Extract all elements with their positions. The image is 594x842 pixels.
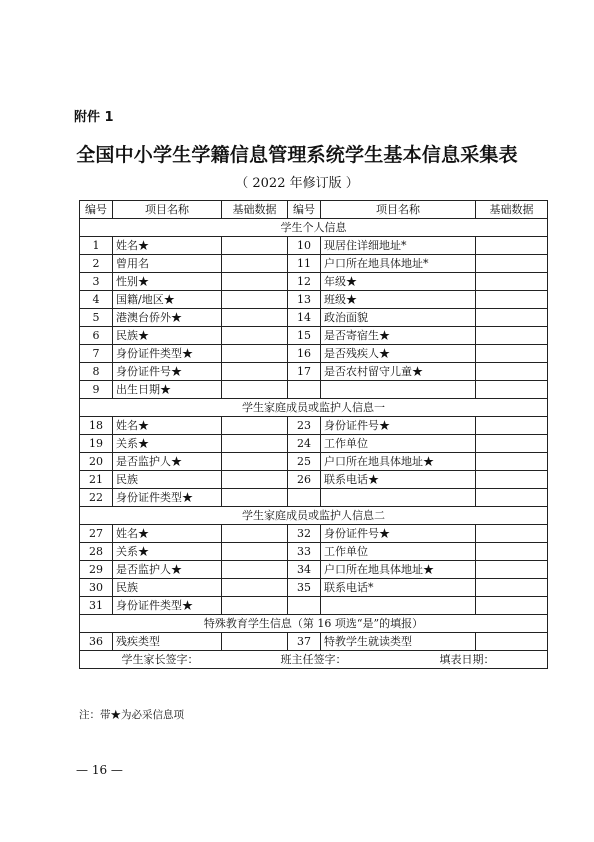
table-row	[80, 345, 548, 363]
teacher-signature-label: 班主任签字：	[280, 652, 347, 666]
table-header-row	[80, 201, 548, 219]
item-name: 身份证件类型★	[113, 489, 222, 507]
base-data-cell[interactable]	[222, 417, 288, 435]
item-number: 25	[288, 453, 321, 471]
item-name: 港澳台侨外★	[113, 309, 222, 327]
item-name: 身份证件号★	[321, 417, 476, 435]
signature-cell	[80, 651, 548, 669]
item-number: 33	[288, 543, 321, 561]
item-name: 是否农村留守儿童★	[321, 363, 476, 381]
fill-date-label: 填表日期：	[439, 652, 495, 666]
item-name: 联系电话★	[321, 471, 476, 489]
base-data-cell[interactable]	[476, 417, 548, 435]
item-number: 1	[80, 237, 113, 255]
item-number: 23	[288, 417, 321, 435]
table-row	[80, 633, 548, 651]
item-name: 性别★	[113, 273, 222, 291]
item-number: 19	[80, 435, 113, 453]
item-name: 工作单位	[321, 543, 476, 561]
item-number: 30	[80, 579, 113, 597]
item-number: 22	[80, 489, 113, 507]
item-name: 关系★	[113, 543, 222, 561]
page-number: — 16 —	[76, 763, 123, 777]
item-number: 13	[288, 291, 321, 309]
base-data-cell[interactable]	[476, 327, 548, 345]
base-data-cell[interactable]	[222, 345, 288, 363]
item-number: 17	[288, 363, 321, 381]
item-name: 身份证件类型★	[113, 597, 222, 615]
item-name: 工作单位	[321, 435, 476, 453]
base-data-cell[interactable]	[476, 237, 548, 255]
table-row	[80, 291, 548, 309]
item-name: 姓名★	[113, 525, 222, 543]
item-name: 是否监护人★	[113, 561, 222, 579]
table-row	[80, 543, 548, 561]
section-header-row	[80, 219, 548, 237]
section-title: 学生家庭成员或监护人信息一	[80, 399, 548, 417]
item-name: 政治面貌	[321, 309, 476, 327]
base-data-cell[interactable]	[222, 453, 288, 471]
item-name: 身份证件号★	[321, 525, 476, 543]
base-data-cell[interactable]	[476, 255, 548, 273]
section-header-row	[80, 615, 548, 633]
item-name: 曾用名	[113, 255, 222, 273]
table-row	[80, 417, 548, 435]
base-data-cell[interactable]	[476, 273, 548, 291]
base-data-cell[interactable]	[222, 561, 288, 579]
base-data-cell[interactable]	[476, 579, 548, 597]
header-cell: 编号	[80, 201, 113, 219]
table-row	[80, 255, 548, 273]
item-name: 班级★	[321, 291, 476, 309]
item-number: 8	[80, 363, 113, 381]
base-data-cell[interactable]	[222, 489, 288, 507]
item-number: 14	[288, 309, 321, 327]
base-data-cell[interactable]	[476, 489, 548, 507]
item-name: 户口所在地具体地址★	[321, 561, 476, 579]
base-data-cell[interactable]	[222, 273, 288, 291]
item-number: 11	[288, 255, 321, 273]
item-number: 5	[80, 309, 113, 327]
item-number: 4	[80, 291, 113, 309]
base-data-cell[interactable]	[222, 309, 288, 327]
item-number: 6	[80, 327, 113, 345]
item-name: 户口所在地具体地址★	[321, 453, 476, 471]
base-data-cell[interactable]	[222, 579, 288, 597]
item-number: 32	[288, 525, 321, 543]
table-row	[80, 579, 548, 597]
info-collection-table	[79, 200, 548, 669]
base-data-cell[interactable]	[222, 525, 288, 543]
base-data-cell[interactable]	[476, 363, 548, 381]
base-data-cell[interactable]	[476, 309, 548, 327]
section-title: 学生个人信息	[80, 219, 548, 237]
signature-row	[80, 651, 548, 669]
section-title: 特殊教育学生信息（第 16 项选“是”的填报）	[80, 615, 548, 633]
base-data-cell[interactable]	[476, 435, 548, 453]
base-data-cell[interactable]	[222, 363, 288, 381]
item-name: 身份证件号★	[113, 363, 222, 381]
parent-signature-label: 学生家长签字：	[121, 652, 199, 666]
base-data-cell[interactable]	[222, 633, 288, 651]
item-name: 国籍/地区★	[113, 291, 222, 309]
base-data-cell[interactable]	[476, 597, 548, 615]
item-name: 姓名★	[113, 237, 222, 255]
table-row	[80, 453, 548, 471]
item-number: 16	[288, 345, 321, 363]
item-name: 姓名★	[113, 417, 222, 435]
item-number	[288, 381, 321, 399]
header-cell: 基础数据	[222, 201, 288, 219]
base-data-cell[interactable]	[222, 471, 288, 489]
item-name: 联系电话*	[321, 579, 476, 597]
table-row	[80, 273, 548, 291]
item-number: 34	[288, 561, 321, 579]
item-number: 2	[80, 255, 113, 273]
item-number: 37	[288, 633, 321, 651]
base-data-cell[interactable]	[476, 543, 548, 561]
table-row	[80, 597, 548, 615]
table-row	[80, 561, 548, 579]
item-number: 20	[80, 453, 113, 471]
item-name	[321, 381, 476, 399]
item-number: 12	[288, 273, 321, 291]
item-name: 民族	[113, 471, 222, 489]
item-name: 年级★	[321, 273, 476, 291]
item-number: 29	[80, 561, 113, 579]
item-number: 9	[80, 381, 113, 399]
table-row	[80, 435, 548, 453]
section-title: 学生家庭成员或监护人信息二	[80, 507, 548, 525]
header-cell: 项目名称	[113, 201, 222, 219]
table-row	[80, 525, 548, 543]
base-data-cell[interactable]	[476, 345, 548, 363]
item-name: 身份证件类型★	[113, 345, 222, 363]
item-name: 出生日期★	[113, 381, 222, 399]
base-data-cell[interactable]	[222, 291, 288, 309]
base-data-cell[interactable]	[222, 435, 288, 453]
table-row	[80, 471, 548, 489]
table-body	[80, 201, 548, 651]
base-data-cell[interactable]	[476, 561, 548, 579]
footnote: 注：带★为必采信息项	[79, 709, 184, 721]
item-number: 21	[80, 471, 113, 489]
base-data-cell[interactable]	[222, 597, 288, 615]
item-number: 35	[288, 579, 321, 597]
table-row	[80, 237, 548, 255]
item-number: 27	[80, 525, 113, 543]
table-row	[80, 381, 548, 399]
header-cell: 编号	[288, 201, 321, 219]
item-number: 36	[80, 633, 113, 651]
item-name: 民族	[113, 579, 222, 597]
item-number: 24	[288, 435, 321, 453]
section-header-row	[80, 507, 548, 525]
item-name: 关系★	[113, 435, 222, 453]
item-name: 是否寄宿生★	[321, 327, 476, 345]
attachment-label: 附件 1	[74, 110, 114, 125]
item-name: 特教学生就读类型	[321, 633, 476, 651]
base-data-cell[interactable]	[476, 453, 548, 471]
base-data-cell[interactable]	[476, 381, 548, 399]
item-name: 现居住详细地址*	[321, 237, 476, 255]
table-row	[80, 489, 548, 507]
item-name	[321, 489, 476, 507]
item-name: 是否残疾人★	[321, 345, 476, 363]
item-number: 31	[80, 597, 113, 615]
item-number: 3	[80, 273, 113, 291]
base-data-cell[interactable]	[222, 381, 288, 399]
item-number	[288, 597, 321, 615]
header-cell: 基础数据	[476, 201, 548, 219]
table-row	[80, 327, 548, 345]
item-number	[288, 489, 321, 507]
base-data-cell[interactable]	[222, 543, 288, 561]
item-number: 28	[80, 543, 113, 561]
item-name: 残疾类型	[113, 633, 222, 651]
item-number: 18	[80, 417, 113, 435]
item-number: 15	[288, 327, 321, 345]
item-name: 是否监护人★	[113, 453, 222, 471]
page-title: 全国中小学生学籍信息管理系统学生基本信息采集表	[76, 144, 518, 166]
page-subtitle: （ 2022 年修订版 ）	[235, 176, 359, 191]
base-data-cell[interactable]	[476, 291, 548, 309]
header-cell: 项目名称	[321, 201, 476, 219]
item-number: 7	[80, 345, 113, 363]
base-data-cell[interactable]	[476, 471, 548, 489]
item-number: 26	[288, 471, 321, 489]
base-data-cell[interactable]	[222, 237, 288, 255]
base-data-cell[interactable]	[222, 255, 288, 273]
item-name: 户口所在地具体地址*	[321, 255, 476, 273]
item-name	[321, 597, 476, 615]
base-data-cell[interactable]	[476, 525, 548, 543]
item-name: 民族★	[113, 327, 222, 345]
section-header-row	[80, 399, 548, 417]
item-number: 10	[288, 237, 321, 255]
base-data-cell[interactable]	[476, 633, 548, 651]
base-data-cell[interactable]	[222, 327, 288, 345]
table-row	[80, 363, 548, 381]
table-row	[80, 309, 548, 327]
